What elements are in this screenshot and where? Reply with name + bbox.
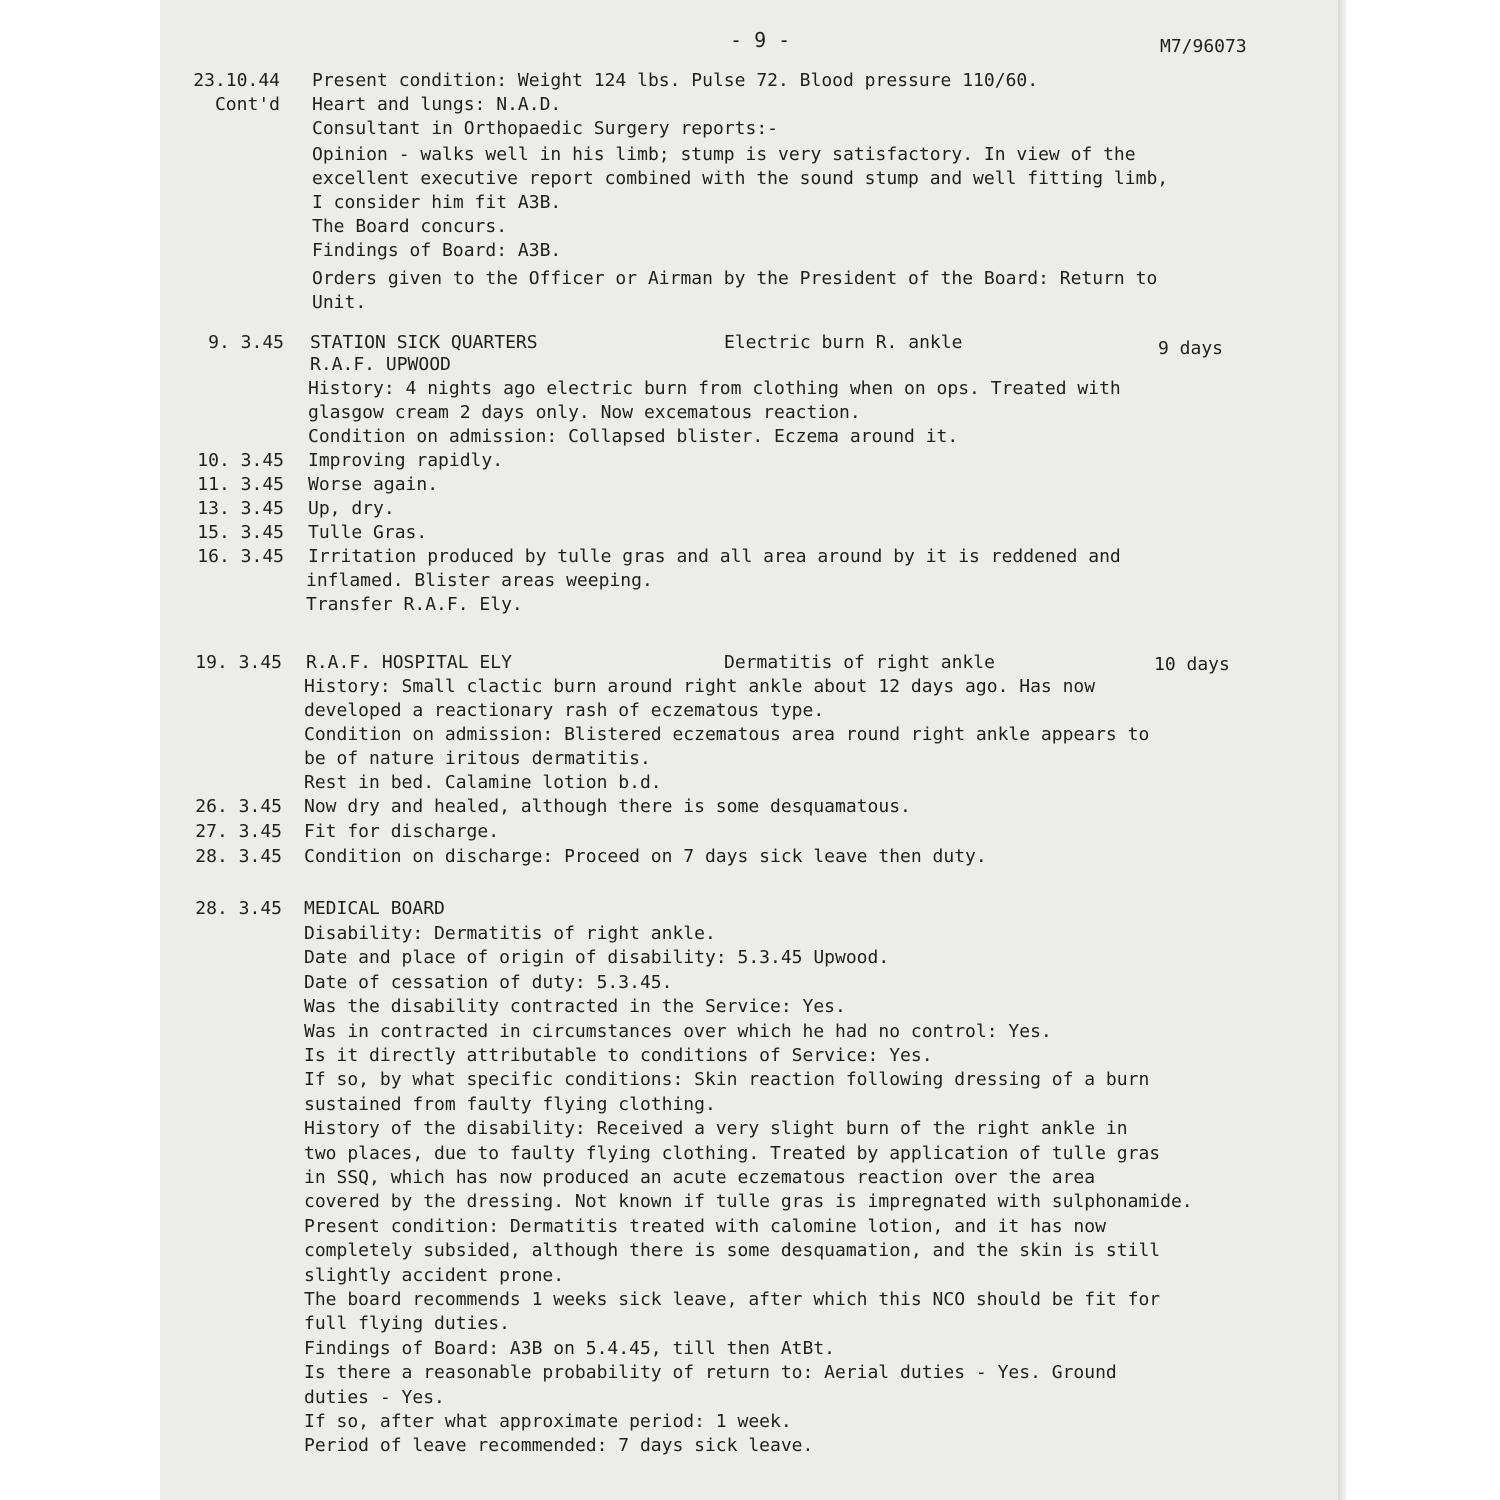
record-line: Is it directly attributable to conditions of Service: Yes. (304, 1045, 933, 1066)
record-line: Condition on admission: Collapsed blister. Eczema around it. (308, 426, 959, 447)
record-line: glasgow cream 2 days only. Now excematous reaction. (308, 402, 861, 423)
record-line: Period of leave recommended: 7 days sick leave. (304, 1435, 814, 1457)
record-line: full flying duties. (304, 1313, 510, 1335)
progress-note: Condition on discharge: Proceed on 7 days sick leave then duty. (304, 846, 987, 867)
record-line: History: 4 nights ago electric burn from clothing when on ops. Treated with (308, 378, 1121, 399)
board-title: MEDICAL BOARD (304, 898, 445, 919)
record-line: If so, by what specific conditions: Skin reaction following dressing of a burn (304, 1069, 1150, 1091)
page-number: - 9 - (730, 28, 791, 52)
progress-note: Up, dry. (308, 498, 395, 519)
unit-name: R.A.F. HOSPITAL ELY (306, 652, 512, 673)
record-line: sustained from faulty flying clothing. (304, 1093, 716, 1115)
record-line: be of nature iritous dermatitis. (304, 748, 651, 769)
record-line: excellent executive report combined with the sound stump and well fitting limb, (312, 168, 1169, 189)
progress-note: Improving rapidly. (308, 450, 504, 471)
record-line: Orders given to the Officer or Airman by the President of the Board: Return to (312, 268, 1158, 289)
duration: 9 days (1158, 338, 1224, 359)
record-line: The board recommends 1 weeks sick leave, after which this NCO should be fit for (304, 1289, 1161, 1310)
record-line: Heart and lungs: N.A.D. (312, 94, 562, 115)
progress-note: Fit for discharge. (304, 821, 500, 842)
record-line: developed a reactionary rash of eczematous type. (304, 700, 825, 721)
progress-note: Now dry and healed, although there is some desquamatous. (304, 796, 911, 817)
progress-date: 10. 3.45 (197, 450, 284, 471)
continued-label: Cont'd (214, 94, 280, 115)
record-line: inflamed. Blister areas weeping. (306, 570, 653, 591)
record-line: Consultant in Orthopaedic Surgery reports:- (312, 118, 778, 139)
progress-date: 13. 3.45 (197, 498, 284, 519)
record-line: The Board concurs. (312, 216, 508, 237)
record-line: Date of cessation of duty: 5.3.45. (304, 971, 673, 993)
record-line: duties - Yes. (304, 1386, 445, 1408)
progress-date: 11. 3.45 (197, 474, 284, 495)
entry-date: 23.10.44 (193, 70, 280, 91)
record-line: Was in contracted in circumstances over which he had no control: Yes. (304, 1020, 1052, 1042)
progress-note: Irritation produced by tulle gras and all area around by it is reddened and (308, 546, 1121, 567)
record-line: Unit. (312, 292, 367, 313)
record-line: Was the disability contracted in the Service: Yes. (304, 996, 846, 1018)
entry-date: 19. 3.45 (195, 652, 282, 673)
record-line: Condition on admission: Blistered eczematous area round right ankle appears to (304, 724, 1150, 745)
progress-note: Worse again. (308, 474, 439, 495)
unit-name: STATION SICK QUARTERS (310, 332, 538, 353)
record-line: two places, due to faulty flying clothing. Treated by application of tulle gras (304, 1142, 1161, 1164)
record-line: If so, after what approximate period: 1 week. (304, 1411, 792, 1432)
progress-date: 16. 3.45 (197, 546, 284, 567)
record-line: Transfer R.A.F. Ely. (306, 594, 523, 615)
record-line: Findings of Board: A3B on 5.4.45, till then AtBt. (304, 1337, 836, 1359)
record-line: Findings of Board: A3B. (312, 240, 562, 261)
record-line: covered by the dressing. Not known if tulle gras is impregnated with sulphonamide. (304, 1191, 1193, 1213)
duration: 10 days (1154, 654, 1230, 675)
record-line: completely subsided, although there is some desquamation, and the skin is still (304, 1240, 1161, 1262)
progress-date: 15. 3.45 (197, 522, 284, 543)
record-line: Present condition: Weight 124 lbs. Pulse 72. Blood pressure 110/60. (312, 70, 1039, 91)
record-line: Opinion - walks well in his limb; stump is very satisfactory. In view of the (312, 144, 1136, 165)
station-name: R.A.F. UPWOOD (310, 354, 451, 375)
diagnosis: Electric burn R. ankle (724, 332, 963, 353)
reference-number: M7/96073 (1160, 36, 1247, 57)
record-line: History of the disability: Received a very slight burn of the right ankle in (304, 1118, 1128, 1140)
record-line: I consider him fit A3B. (312, 192, 562, 213)
record-line: Is there a reasonable probability of return to: Aerial duties - Yes. Ground (304, 1362, 1117, 1384)
record-line: in SSQ, which has now produced an acute eczematous reaction over the area (304, 1167, 1096, 1188)
entry-date: 28. 3.45 (195, 898, 282, 919)
record-line: Date and place of origin of disability: 5.3.45 Upwood. (304, 947, 890, 969)
progress-note: Tulle Gras. (308, 522, 428, 543)
record-line: slightly accident prone. (304, 1264, 565, 1286)
record-line: Disability: Dermatitis of right ankle. (304, 923, 716, 944)
progress-date: 28. 3.45 (195, 846, 282, 867)
record-line: History: Small clactic burn around right ankle about 12 days ago. Has now (304, 676, 1096, 697)
progress-date: 27. 3.45 (195, 821, 282, 842)
record-line: Rest in bed. Calamine lotion b.d. (304, 772, 662, 793)
diagnosis: Dermatitis of right ankle (724, 652, 995, 673)
entry-date: 9. 3.45 (208, 332, 284, 353)
record-line: Present condition: Dermatitis treated with calomine lotion, and it has now (304, 1215, 1106, 1237)
progress-date: 26. 3.45 (195, 796, 282, 817)
